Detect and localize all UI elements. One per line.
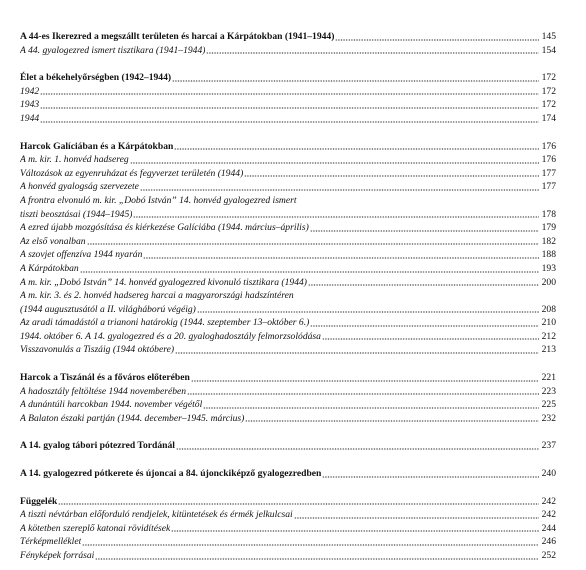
toc-entry [20, 221, 556, 235]
dot-leader [322, 470, 539, 478]
toc-entry-page: 210 [541, 317, 556, 329]
section-gap [20, 453, 556, 467]
toc-entry [20, 330, 556, 344]
dot-leader [171, 524, 539, 532]
toc-entry [20, 112, 556, 126]
dot-leader [174, 142, 539, 150]
toc-entry-title: tiszti beosztásai (1944–1945) [20, 208, 133, 220]
toc-entry-page: 212 [541, 330, 556, 342]
toc-entry [20, 248, 556, 262]
toc-entry-page: 179 [541, 222, 556, 234]
toc-entry-page: 225 [541, 399, 556, 411]
toc-section [20, 439, 556, 453]
toc-entry-page: 223 [541, 385, 556, 397]
toc-section [20, 495, 556, 563]
toc-entry-page: 154 [541, 44, 556, 56]
toc-entry-title: 1944. október 6. A 14. gyalogezred és a 20. gyaloghadosztály felmorzsolódása [20, 330, 321, 342]
toc-entry-title: Harcok a Tiszánál és a főváros előterében [20, 372, 190, 384]
toc-entry-title: Az aradi támadástól a trianoni határokig (1944. szeptember 13–október 6.) [20, 317, 310, 329]
toc-entry-page: 240 [541, 468, 556, 480]
toc-entry [20, 549, 556, 563]
toc-entry [20, 98, 556, 112]
toc-entry-title: A Kárpátokban [20, 262, 79, 274]
dot-leader [40, 115, 539, 123]
dot-leader [140, 183, 539, 191]
toc-entry-page: 172 [541, 72, 556, 84]
dot-leader [335, 33, 539, 41]
toc-entry-page: 174 [541, 112, 556, 124]
toc-entry [20, 276, 556, 290]
section-gap [20, 126, 556, 140]
section-gap [20, 481, 556, 495]
dot-leader [175, 346, 539, 354]
dot-leader [176, 442, 539, 450]
toc-entry-page: 182 [541, 235, 556, 247]
dot-leader [130, 156, 539, 164]
toc-entry-page: 208 [541, 303, 556, 315]
toc-section [20, 140, 556, 358]
toc-entry-title: 1944 [20, 112, 40, 124]
dot-leader [310, 224, 539, 232]
toc-entry [20, 167, 556, 181]
toc-entry-title: A dunántúli harcokban 1944. november végétől [20, 399, 203, 411]
toc-entry [20, 289, 556, 303]
dot-leader [310, 319, 539, 327]
dot-leader [245, 414, 539, 422]
toc-entry-title: A 44. gyalogezred ismert tisztikara (1941–1944) [20, 44, 206, 56]
toc-entry-title: A frontra elvonuló m. kir. „Dobó István” 14. honvéd gyalogezred ismert [20, 194, 297, 206]
dot-leader [172, 74, 539, 82]
section-gap [20, 57, 556, 71]
toc-entry-title: Változások az egyenruházat és fegyverzet területén (1944) [20, 167, 244, 179]
toc-entry-page: 213 [541, 344, 556, 356]
toc-entry [20, 194, 556, 208]
dot-leader [58, 497, 539, 505]
toc-entry [20, 262, 556, 276]
toc-entry [20, 343, 556, 357]
dot-leader [322, 332, 539, 340]
toc-entry-page: 172 [541, 99, 556, 111]
toc-entry-title: A m. kir. „Dobó István” 14. honvéd gyalogezred kivonuló tisztikara (1944) [20, 276, 307, 288]
toc-entry [20, 85, 556, 99]
toc-entry-page: 244 [541, 522, 556, 534]
dot-leader [294, 511, 539, 519]
toc-entry-page: 176 [541, 154, 556, 166]
toc-entry-title: A szovjet offenzíva 1944 nyarán [20, 249, 143, 261]
toc-entry-title: Függelék [20, 495, 58, 507]
toc-entry-title: Élet a békehelyőrségben (1942–1944) [20, 72, 172, 84]
dot-leader [133, 210, 539, 218]
toc-entry-title: A Balaton északi partján (1944. december–1945. március) [20, 412, 245, 424]
toc-section [20, 467, 556, 481]
table-of-contents [20, 30, 556, 563]
section-gap [20, 357, 556, 371]
toc-heading [20, 371, 556, 385]
toc-entry-page: 237 [541, 440, 556, 452]
toc-entry [20, 412, 556, 426]
toc-entry-title: A m. kir. 1. honvéd hadsereg [20, 154, 129, 166]
toc-entry [20, 303, 556, 317]
dot-leader [40, 87, 539, 95]
toc-section [20, 71, 556, 125]
toc-entry-page: 242 [541, 495, 556, 507]
toc-section [20, 371, 556, 425]
dot-leader [187, 387, 539, 395]
dot-leader [143, 251, 539, 259]
toc-entry [20, 508, 556, 522]
toc-heading [20, 467, 556, 481]
toc-heading [20, 30, 556, 44]
dot-leader [203, 401, 539, 409]
toc-entry-page: 221 [541, 372, 556, 384]
toc-entry-title: Visszavonulás a Tiszáig (1944 októbere) [20, 344, 175, 356]
toc-entry-title: Térképmelléklet [20, 536, 82, 548]
toc-entry-title: A 44-es Ikerezred a megszállt területen és harcai a Kárpátokban (1941–1944) [20, 31, 335, 42]
dot-leader [82, 538, 539, 546]
toc-entry-page: 177 [541, 181, 556, 193]
toc-entry-title: (1944 augusztusától a II. világháború végéig) [20, 303, 196, 315]
dot-leader [95, 552, 539, 560]
toc-entry-page: 232 [541, 412, 556, 424]
toc-entry [20, 235, 556, 249]
toc-entry-title: 1943 [20, 99, 40, 111]
section-gap [20, 425, 556, 439]
toc-entry [20, 385, 556, 399]
toc-entry [20, 522, 556, 536]
toc-entry-page: 178 [541, 208, 556, 220]
toc-entry-page: 172 [541, 85, 556, 97]
toc-heading [20, 439, 556, 453]
toc-heading [20, 140, 556, 154]
dot-leader [244, 169, 539, 177]
toc-entry-title: A kötetben szereplő katonai rövidítések [20, 522, 171, 534]
toc-entry-title: A hadosztály feltöltése 1944 novemberében [20, 385, 187, 397]
toc-entry [20, 316, 556, 330]
toc-entry-page: 246 [541, 536, 556, 548]
toc-entry-title: 1942 [20, 85, 40, 97]
toc-entry-page: 145 [541, 31, 556, 42]
dot-leader [40, 101, 539, 109]
toc-entry-title: A honvéd gyalogság szervezete [20, 181, 139, 193]
toc-entry [20, 44, 556, 58]
toc-entry [20, 535, 556, 549]
toc-entry-title: Harcok Galíciában és a Kárpátokban [20, 140, 174, 152]
dot-leader [87, 237, 539, 245]
dot-leader [308, 278, 539, 286]
toc-entry-title: Az első vonalban [20, 235, 86, 247]
dot-leader [191, 374, 539, 382]
toc-entry [20, 208, 556, 222]
toc-heading [20, 495, 556, 509]
toc-entry [20, 153, 556, 167]
dot-leader [80, 265, 539, 273]
toc-section [20, 30, 556, 57]
toc-entry-page: 176 [541, 140, 556, 152]
toc-entry-title: A ezred újabb mozgósítása és kiérkezése Galíciába (1944. március–április) [20, 222, 309, 234]
dot-leader [197, 305, 539, 313]
toc-entry [20, 180, 556, 194]
toc-entry-page: 200 [541, 276, 556, 288]
toc-heading [20, 71, 556, 85]
dot-leader [206, 46, 539, 54]
toc-entry-title: A m. kir. 3. és 2. honvéd hadsereg harcai a magyarországi hadszíntéren [20, 290, 294, 302]
toc-entry-page: 193 [541, 262, 556, 274]
toc-entry-title: Fényképek forrásai [20, 550, 95, 561]
toc-entry [20, 398, 556, 412]
toc-entry-page: 188 [541, 249, 556, 261]
toc-entry-title: A tiszti névtárban előforduló rendjelek, kitüntetések és érmék jelkulcsai [20, 509, 293, 521]
toc-entry-title: A 14. gyalog tábori pótezred Tordánál [20, 440, 175, 452]
toc-entry-title: A 14. gyalogezred pótkerete és újoncai a 84. újonckiképző gyalogezredben [20, 468, 322, 480]
toc-entry-page: 242 [541, 509, 556, 521]
toc-entry-page: 252 [541, 550, 556, 561]
toc-entry-page: 177 [541, 167, 556, 179]
